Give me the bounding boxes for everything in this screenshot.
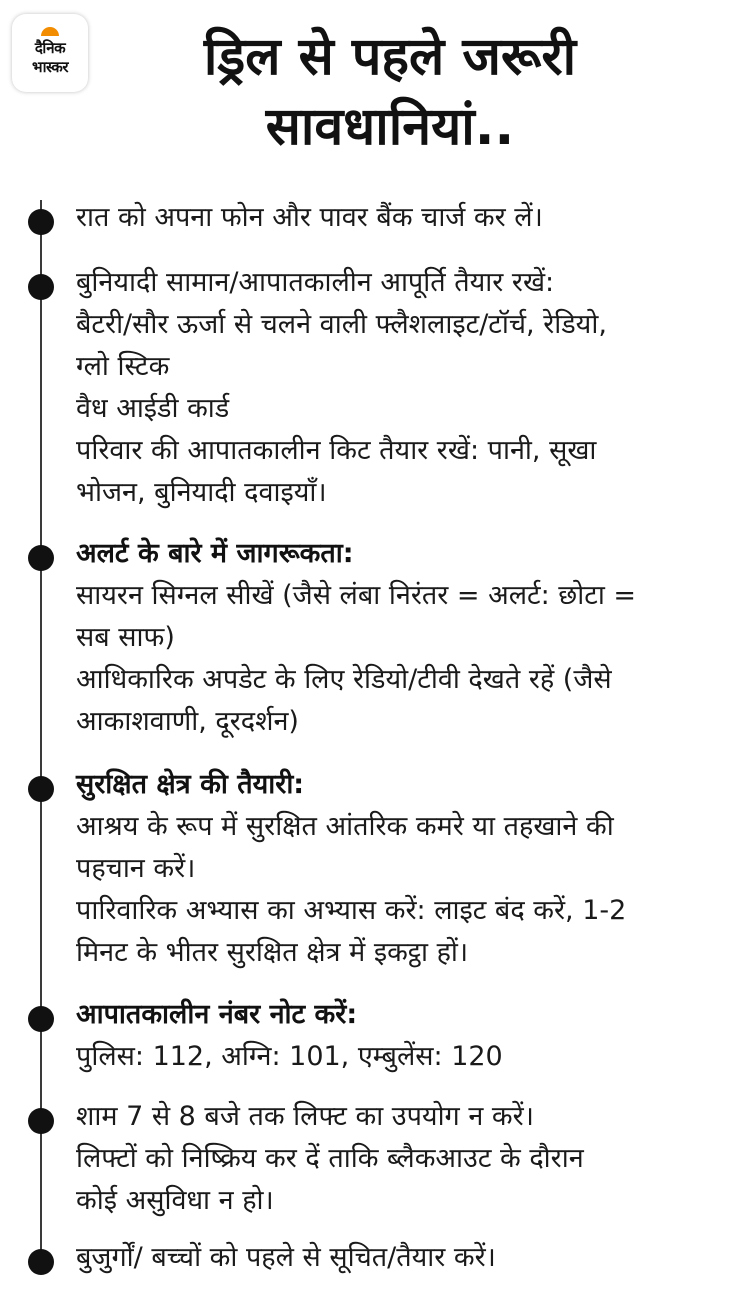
dainik-bhaskar-logo bbox=[12, 14, 88, 92]
item-text-line: ग्लो स्टिक bbox=[76, 351, 170, 382]
page-title bbox=[100, 22, 680, 162]
bullet-dot bbox=[28, 1006, 54, 1032]
item-text-line: मिनट के भीतर सुरक्षित क्षेत्र में इकट्ठा हों। bbox=[76, 937, 469, 968]
item-text-line: वैध आईडी कार्ड bbox=[76, 393, 230, 424]
bullet-dot bbox=[28, 1249, 54, 1275]
item-text-line: आश्रय के रूप में सुरक्षित आंतरिक कमरे या तहखाने की bbox=[76, 811, 614, 842]
item-text-line: बुजुर्गों/ बच्चों को पहले से सूचित/तैयार करें। bbox=[76, 1242, 496, 1273]
item-heading: अलर्ट के बारे में जागरूकता: bbox=[76, 538, 354, 569]
timeline-line bbox=[40, 200, 42, 1260]
item-text-line: लिफ्टों को निष्क्रिय कर दें ताकि ब्लैकआउट के दौरान bbox=[76, 1143, 584, 1174]
bullet-dot bbox=[28, 1108, 54, 1134]
item-heading: आपातकालीन नंबर नोट करें: bbox=[76, 999, 358, 1030]
item-text-line: रात को अपना फोन और पावर बैंक चार्ज कर लें। bbox=[76, 202, 543, 233]
title-line-2: सावधानियां.. bbox=[265, 97, 515, 157]
bullet-dot bbox=[28, 274, 54, 300]
item-text-line: परिवार की आपातकालीन किट तैयार रखें: पानी, सूखा bbox=[76, 435, 597, 466]
item-text-line: सायरन सिग्नल सीखें (जैसे लंबा निरंतर = अलर्ट: छोटा = bbox=[76, 580, 637, 611]
item-text-line: शाम 7 से 8 बजे तक लिफ्ट का उपयोग न करें। bbox=[76, 1101, 534, 1132]
item-text-line: कोई असुविधा न हो। bbox=[76, 1185, 274, 1216]
bullet-dot bbox=[28, 545, 54, 571]
item-text-line: बुनियादी सामान/आपातकालीन आपूर्ति तैयार रखें: bbox=[76, 267, 555, 298]
logo-line-1: दैनिक bbox=[34, 39, 66, 57]
bullet-dot bbox=[28, 776, 54, 802]
item-text-line: बैटरी/सौर ऊर्जा से चलने वाली फ्लैशलाइट/टॉर्च, रेडियो, bbox=[76, 309, 607, 340]
item-text-line: पहचान करें। bbox=[76, 853, 196, 884]
title-line-1: ड्रिल से पहले जरूरी bbox=[203, 27, 577, 87]
sun-icon bbox=[39, 22, 61, 36]
item-text-line: भोजन, बुनियादी दवाइयाँ। bbox=[76, 477, 327, 508]
item-text-line: सब साफ) bbox=[76, 622, 175, 653]
item-text-line: आकाशवाणी, दूरदर्शन) bbox=[76, 706, 299, 737]
bullet-dot bbox=[28, 209, 54, 235]
item-heading: सुरक्षित क्षेत्र की तैयारी: bbox=[76, 769, 305, 800]
item-text-line: आधिकारिक अपडेट के लिए रेडियो/टीवी देखते रहें (जैसे bbox=[76, 664, 612, 695]
item-text-line: पारिवारिक अभ्यास का अभ्यास करें: लाइट बंद करें, 1-2 bbox=[76, 895, 627, 926]
item-text-line: पुलिस: 112, अग्नि: 101, एम्बुलेंस: 120 bbox=[76, 1041, 503, 1072]
logo-line-2: भास्कर bbox=[32, 58, 68, 76]
